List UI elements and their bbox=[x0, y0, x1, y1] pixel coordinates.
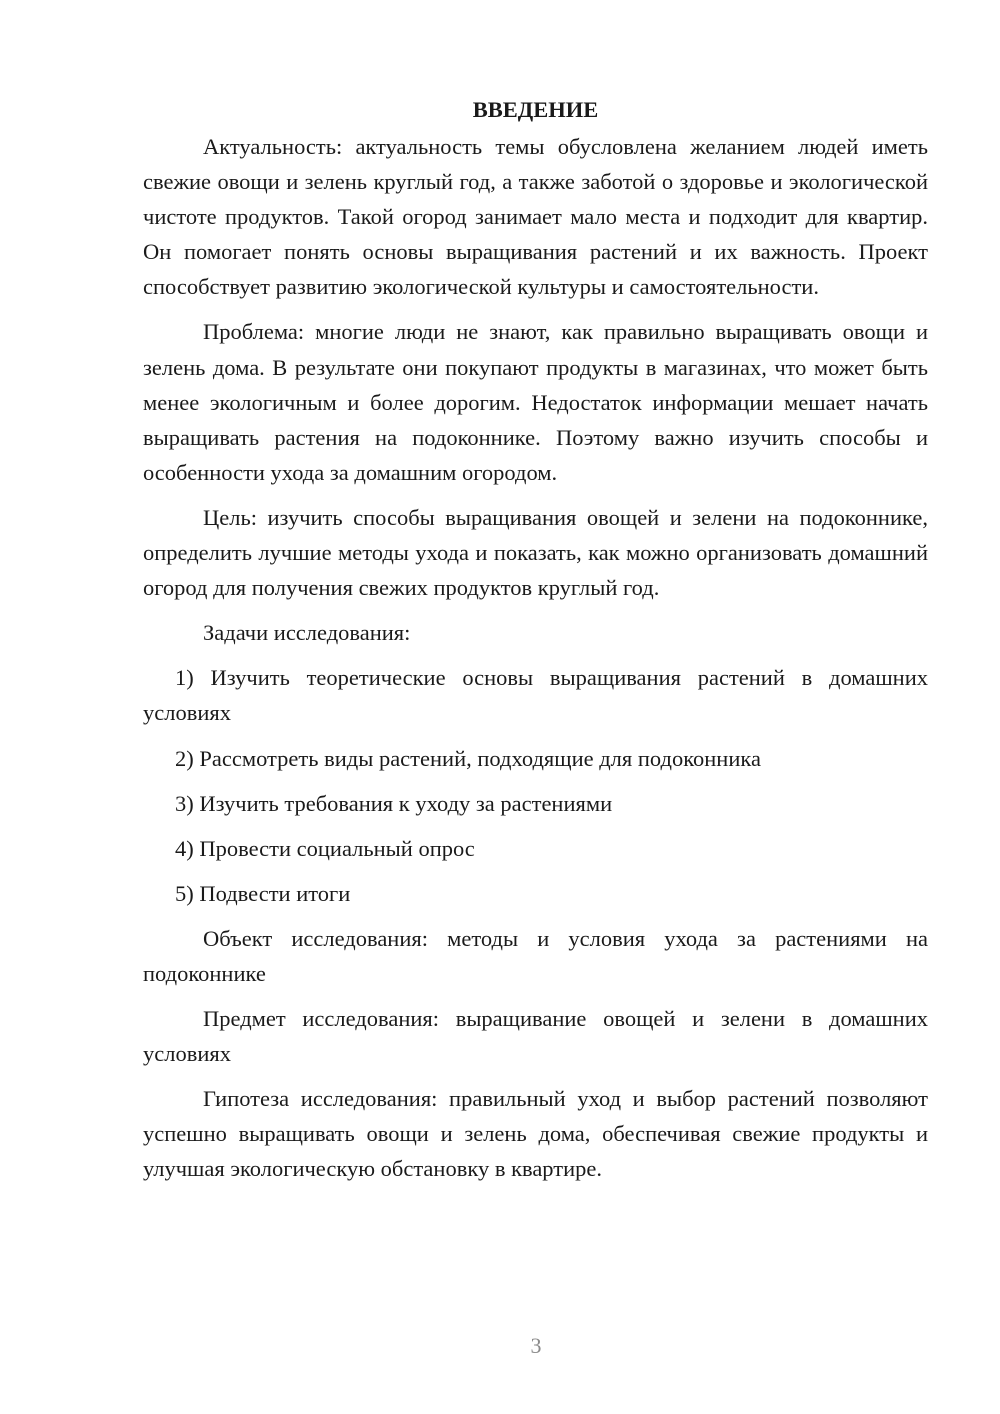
paragraph-problem: Проблема: многие люди не знают, как правильно выращивать овощи и зелень дома. В результате они покупают продукты в магазинах, что может быть менее экологичным и более дорогим. Недостаток информации мешает начать выращивать растения на подоконнике. Поэтому важно изучить способы и особенности ухода за домашним огородом. bbox=[143, 319, 928, 485]
paragraph-hypothesis: Гипотеза исследования: правильный уход и выбор растений позволяют успешно выращивать овощи и зелень дома, обеспечивая свежие продукты и улучшая экологическую обстановку в квартире. bbox=[143, 1086, 928, 1182]
paragraph-goal: Цель: изучить способы выращивания овощей и зелени на подоконнике, определить лучшие методы ухода и показать, как можно организовать домашний огород для получения свежих продуктов круглый год. bbox=[143, 504, 928, 601]
task-item-2: 2) Рассмотреть виды растений, подходящие для подоконника bbox=[175, 745, 761, 771]
page-title: ВВЕДЕНИЕ bbox=[472, 97, 599, 122]
paragraph-subject: Предмет исследования: выращивание овощей и зелени в домашних условиях bbox=[143, 1006, 928, 1067]
task-item-1: 1) Изучить теоретические основы выращивания растений в домашних условиях bbox=[143, 665, 928, 726]
paragraph-object: Объект исследования: методы и условия ухода за растениями на подоконнике bbox=[143, 925, 928, 986]
task-item-3: 3) Изучить требования к уходу за растениями bbox=[175, 790, 613, 816]
paragraph-relevance: Актуальность: актуальность темы обусловлена желанием людей иметь свежие овощи и зелень круглый год, а также заботой о здоровье и экологической чистоте продуктов. Такой огород занимает мало места и подходит для квартир. Он помогает понять основы выращивания растений и их важность. Проект способствует развитию экологической культуры и самостоятельности. bbox=[143, 134, 928, 300]
document-page bbox=[143, 92, 928, 1187]
task-item-4: 4) Провести социальный опрос bbox=[175, 835, 475, 861]
task-item-5: 5) Подвести итоги bbox=[175, 880, 351, 906]
page-number: 3 bbox=[530, 1333, 542, 1358]
paragraph-tasks-heading: Задачи исследования: bbox=[203, 620, 411, 646]
